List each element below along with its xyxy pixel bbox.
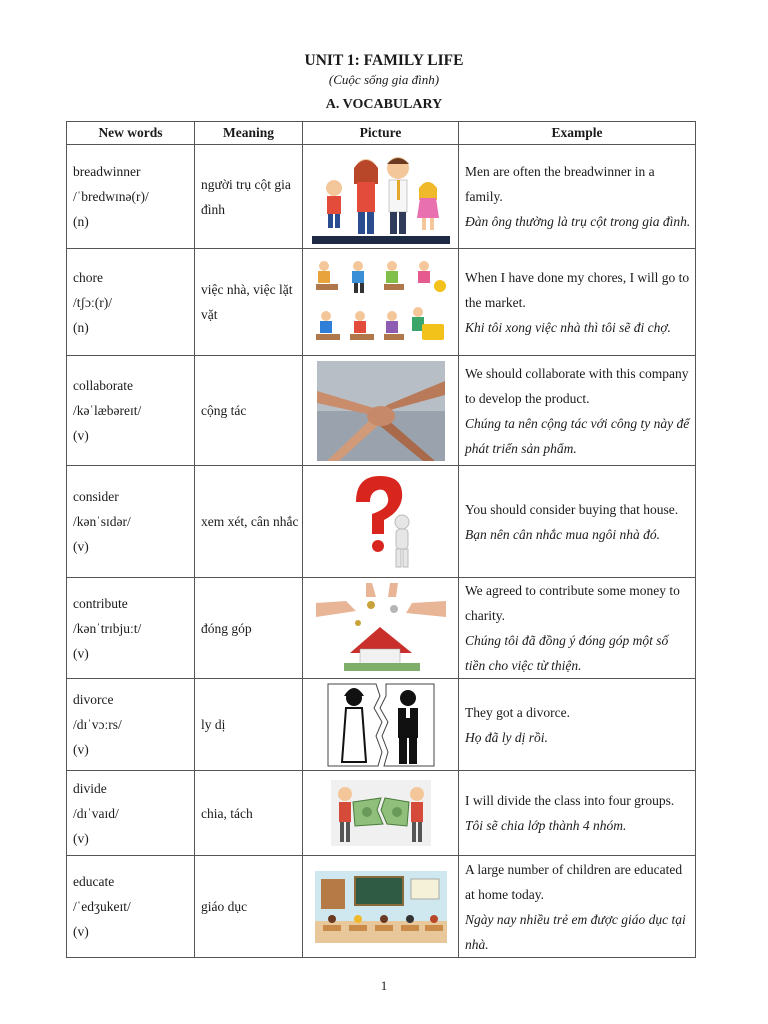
meaning-cell: ly dị — [195, 679, 303, 771]
linked-hands-photo — [317, 361, 445, 461]
picture-cell — [303, 856, 459, 958]
picture-cell — [303, 679, 459, 771]
ipa: /kəˈlæbəreɪt/ — [73, 403, 142, 418]
tearing-money-cartoon — [331, 780, 431, 846]
header-new-words: New words — [67, 122, 195, 145]
table-row — [67, 145, 696, 249]
example-cell — [459, 145, 696, 249]
meaning-cell: xem xét, cân nhắc — [195, 466, 303, 578]
example-vi: Khi tôi xong việc nhà thì tôi sẽ đi chợ. — [465, 319, 671, 335]
part-of-speech: (v) — [73, 742, 89, 757]
word-cell — [67, 249, 195, 356]
header-example: Example — [459, 122, 696, 145]
page-number: 1 — [380, 978, 388, 993]
ipa: /dɪˈvaɪd/ — [73, 805, 119, 821]
example-en: A large number of children are educated at home today. — [465, 861, 683, 902]
picture-cell — [303, 578, 459, 679]
picture-cell — [303, 145, 459, 249]
meaning-cell: việc nhà, việc lặt vặt — [195, 249, 303, 356]
word: collaborate — [73, 378, 133, 393]
table-row — [67, 249, 696, 356]
example-en: We agreed to contribute some money to charity. — [465, 583, 680, 623]
example-cell — [459, 356, 696, 466]
header-meaning: Meaning — [195, 122, 303, 145]
kids-doing-chores-illustration — [312, 254, 450, 350]
hands-coins-house-photo — [316, 583, 446, 673]
page-subtitle: (Cuộc sống gia đình) — [328, 72, 440, 87]
part-of-speech: (v) — [73, 830, 89, 846]
example-en: You should consider buying that house. — [465, 501, 679, 517]
part-of-speech: (v) — [73, 539, 89, 554]
word-cell — [67, 578, 195, 679]
ipa: /kənˈsɪdər/ — [73, 514, 131, 529]
ipa: /kənˈtrɪbjuːt/ — [73, 620, 142, 636]
picture-cell — [303, 249, 459, 356]
example-en: Men are often the breadwinner in a family. — [465, 164, 655, 204]
part-of-speech: (v) — [73, 924, 89, 939]
ipa: /dɪˈvɔːrs/ — [73, 717, 122, 732]
table-row — [67, 856, 696, 958]
section-heading: A. VOCABULARY — [325, 97, 443, 112]
word: divorce — [73, 692, 114, 707]
family-illustration — [312, 150, 450, 244]
meaning-cell: chia, tách — [195, 771, 303, 856]
meaning-cell: cộng tác — [195, 356, 303, 466]
word: educate — [73, 874, 115, 889]
example-cell — [459, 771, 696, 856]
table-header-row — [67, 122, 696, 145]
word-cell — [67, 771, 195, 856]
table-row — [67, 578, 696, 679]
header-picture: Picture — [303, 122, 459, 145]
table-row — [67, 771, 696, 856]
example-en: They got a divorce. — [465, 704, 570, 720]
table-row — [67, 356, 696, 466]
example-en: I will divide the class into four groups. — [465, 793, 675, 808]
ipa: /ˈbredwɪnə(r)/ — [73, 189, 149, 204]
example-cell — [459, 249, 696, 356]
example-vi: Đàn ông thường là trụ cột trong gia đình. — [465, 214, 691, 229]
example-vi: Bạn nên cân nhắc mua ngôi nhà đó. — [465, 526, 660, 542]
part-of-speech: (v) — [73, 645, 89, 661]
word-cell — [67, 856, 195, 958]
classroom-illustration — [315, 871, 447, 943]
part-of-speech: (n) — [73, 214, 89, 229]
meaning-cell: giáo dục — [195, 856, 303, 958]
word: contribute — [73, 595, 128, 611]
meaning-cell: đóng góp — [195, 578, 303, 679]
word: divide — [73, 780, 107, 796]
example-cell — [459, 856, 696, 958]
word-cell — [67, 466, 195, 578]
part-of-speech: (v) — [73, 428, 89, 443]
example-cell — [459, 466, 696, 578]
example-en: We should collaborate with this company to develop the product. — [465, 365, 689, 406]
example-cell — [459, 578, 696, 679]
ipa: /ˈedʒukeɪt/ — [73, 899, 131, 914]
example-en: When I have done my chores, I will go to the market. — [465, 269, 690, 310]
vocabulary-table — [66, 121, 696, 958]
word: breadwinner — [73, 164, 141, 179]
meaning-cell: người trụ cột gia đình — [195, 145, 303, 249]
table-row — [67, 466, 696, 578]
question-mark-figure — [336, 472, 426, 572]
torn-couple-silhouette — [326, 682, 436, 768]
example-vi: Họ đã ly dị rồi. — [465, 729, 548, 745]
word-cell — [67, 145, 195, 249]
table-row — [67, 679, 696, 771]
word: consider — [73, 489, 119, 504]
example-cell — [459, 679, 696, 771]
example-vi: Chúng ta nên cộng tác với công ty này để phát triển sản phẩm. — [465, 415, 690, 456]
example-vi: Ngày nay nhiều trẻ em được giáo dục tại nhà. — [465, 911, 686, 952]
word-cell — [67, 679, 195, 771]
word: chore — [73, 269, 103, 285]
ipa: /tʃɔː(r)/ — [73, 294, 112, 310]
picture-cell — [303, 356, 459, 466]
word-cell — [67, 356, 195, 466]
page-title: UNIT 1: FAMILY LIFE — [304, 52, 464, 69]
example-vi: Tôi sẽ chia lớp thành 4 nhóm. — [465, 818, 627, 833]
picture-cell — [303, 771, 459, 856]
example-vi: Chúng tôi đã đồng ý đóng góp một số tiền cho việc từ thiện. — [465, 633, 669, 673]
picture-cell — [303, 466, 459, 578]
part-of-speech: (n) — [73, 319, 89, 335]
